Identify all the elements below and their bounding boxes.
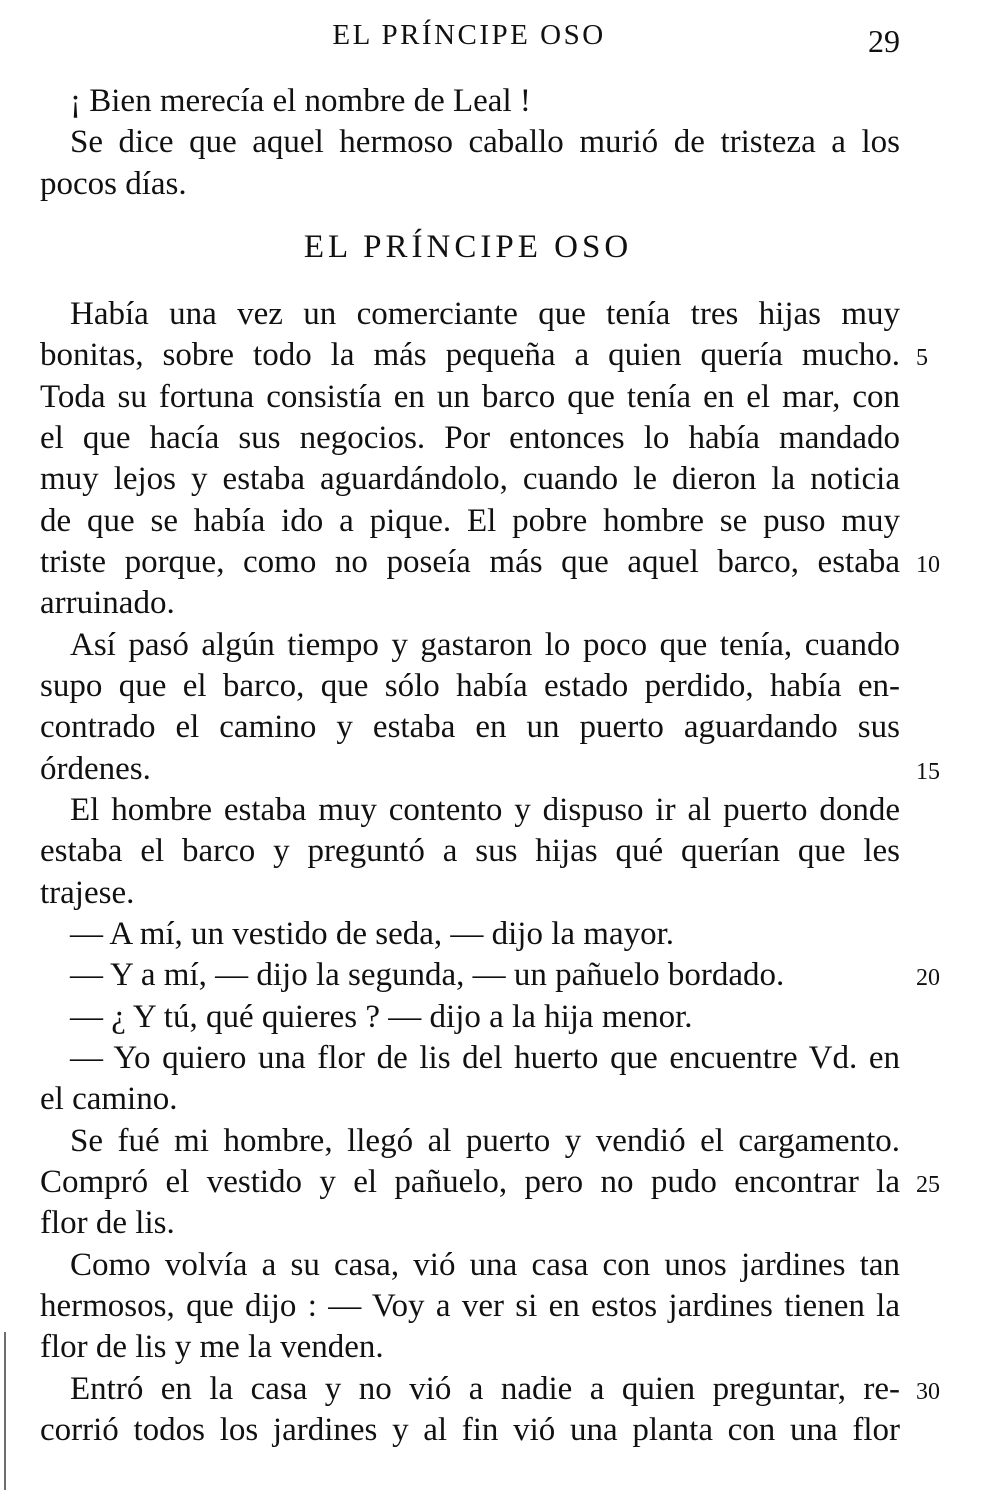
text-line: [40, 542, 940, 583]
line-text: — A mí, un vestido de seda, — dijo la mayor.: [70, 915, 675, 952]
line-number: 15: [916, 758, 940, 785]
paragraph: [40, 955, 940, 996]
story-body: [40, 294, 940, 1451]
line-text: Se fué mi hombre, llegó al puerto y vendió el cargamento.: [70, 1122, 900, 1159]
paragraph: [40, 1369, 940, 1452]
text-line: [40, 1079, 900, 1120]
text-line: [40, 914, 900, 955]
line-text: ¡ Bien merecía el nombre de Leal !: [70, 83, 531, 119]
text-line: [40, 122, 900, 163]
text-line: [40, 164, 900, 205]
line-text: corrió todos los jardines y al fin vió una planta con una flor: [40, 1411, 900, 1448]
line-text: de que se había ido a pique. El pobre hombre se puso muy: [40, 502, 900, 539]
line-text: bonitas, sobre todo la más pequeña a quien quería mucho.: [40, 337, 900, 374]
text-line: [40, 81, 900, 122]
line-text: Toda su fortuna consistía en un barco que tenía en el mar, con: [40, 378, 900, 415]
text-line: [40, 418, 900, 459]
line-number: 10: [916, 551, 940, 578]
line-text: Compró el vestido y el pañuelo, pero no pudo encontrar la: [40, 1163, 900, 1200]
text-line: [40, 1327, 900, 1368]
line-text: hermosos, que dijo : — Voy a ver si en estos jardines tienen la: [40, 1287, 900, 1324]
line-text: supo que el barco, que sólo había estado perdido, había en-: [40, 667, 900, 704]
line-text: estaba el barco y preguntó a sus hijas qué querían que les: [40, 833, 900, 870]
text-line: [40, 501, 900, 542]
line-text: Había una vez un comerciante que tenía tres hijas muy: [70, 296, 900, 332]
scan-edge-line: [4, 1332, 6, 1490]
text-line: [40, 831, 900, 872]
paragraph: [40, 1245, 900, 1369]
running-head-title: EL PRÍNCIPE OSO: [332, 19, 606, 51]
line-text: contrado el camino y estaba en un puerto aguardando sus: [40, 709, 900, 746]
paragraph: [40, 294, 940, 625]
text-line: [40, 749, 940, 790]
text-line: [40, 377, 900, 418]
text-line: [40, 625, 900, 666]
line-text: pocos días.: [40, 165, 187, 202]
text-line: [40, 1410, 900, 1451]
text-line: [40, 1162, 940, 1203]
text-line: [40, 1203, 900, 1244]
story-title: EL PRÍNCIPE OSO: [303, 229, 633, 265]
line-number: 5: [916, 345, 928, 372]
previous-story-ending: [40, 81, 900, 205]
paragraph: [40, 997, 900, 1038]
line-text: flor de lis.: [40, 1205, 175, 1242]
line-text: flor de lis y me la venden.: [40, 1329, 384, 1366]
line-text: Así pasó algún tiempo y gastaron lo poco que tenía, cuando: [70, 626, 900, 663]
text-line: [40, 335, 928, 376]
page-number: 29: [868, 23, 900, 59]
text-line: [40, 1286, 900, 1327]
line-number: 20: [916, 965, 940, 992]
line-text: — Y a mí, — dijo la segunda, — un pañuelo bordado.: [70, 957, 785, 994]
line-text: — Yo quiero una flor de lis del huerto que encuentre Vd. en: [70, 1039, 900, 1076]
text-line: [40, 1369, 940, 1410]
line-text: — ¿ Y tú, qué quieres ? — dijo a la hija menor.: [70, 998, 693, 1035]
text-line: [40, 459, 900, 500]
paragraph: [40, 1038, 900, 1121]
text-line: [40, 955, 940, 996]
text-line: [40, 666, 900, 707]
line-text: el camino.: [40, 1081, 178, 1118]
paragraph: [40, 122, 900, 205]
line-text: arruinado.: [40, 585, 175, 622]
text-line: [40, 790, 900, 831]
line-text: el que hacía sus negocios. Por entonces lo había mandado: [40, 419, 900, 456]
paragraph: [40, 625, 940, 790]
text-line: [40, 1121, 900, 1162]
text-line: [40, 873, 900, 914]
line-text: Como volvía a su casa, vió una casa con unos jardines tan: [70, 1246, 900, 1283]
line-text: triste porque, como no poseía más que aquel barco, estaba: [40, 543, 900, 580]
paragraph: [40, 81, 900, 122]
line-text: Se dice que aquel hermoso caballo murió de tristeza a los: [70, 124, 900, 161]
text-line: [40, 583, 900, 624]
line-number: 25: [916, 1171, 940, 1198]
line-text: trajese.: [40, 874, 135, 911]
line-text: órdenes.: [40, 750, 151, 787]
line-number: 30: [916, 1378, 940, 1405]
text-line: [40, 1245, 900, 1286]
text-line: [40, 294, 900, 335]
paragraph: [40, 1121, 940, 1245]
paragraph: [40, 790, 900, 914]
line-text: muy lejos y estaba aguardándolo, cuando le dieron la noticia: [40, 461, 900, 498]
text-line: [40, 997, 900, 1038]
line-text: El hombre estaba muy contento y dispuso ir al puerto donde: [70, 791, 900, 828]
line-text: Entró en la casa y no vió a nadie a quien preguntar, re-: [70, 1370, 900, 1407]
text-line: [40, 707, 900, 748]
text-line: [40, 1038, 900, 1079]
paragraph: [40, 914, 900, 955]
